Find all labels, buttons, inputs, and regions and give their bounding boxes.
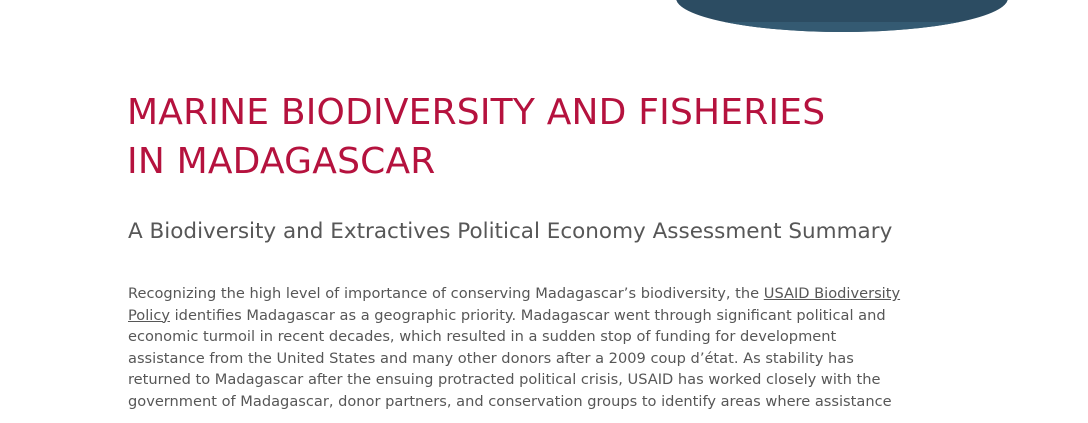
paragraph-text: identifies Madagascar as a geographic priority. Madagascar went through significant political and [169, 306, 886, 324]
paragraph-line: returned to Madagascar after the ensuing protracted political crisis, USAID has worked closely with the [128, 371, 881, 389]
paragraph-text: Recognizing the high level of importance of conserving Madagascar’s biodiversity, the [128, 285, 764, 302]
paragraph-line: government of Madagascar, donor partners, and conservation groups to identify areas where assistance [128, 392, 892, 410]
intro-paragraph [128, 283, 978, 413]
document-title [127, 88, 825, 186]
usaid-biodiversity-policy-link-continued[interactable]: Policy [128, 306, 170, 324]
document-subtitle: A Biodiversity and Extractives Political Economy Assessment Summary [128, 219, 893, 244]
paragraph-line [128, 283, 978, 305]
paragraph-line: assistance from the United States and many other donors after a 2009 coup d’état. As stability has [128, 349, 854, 367]
title-line: MARINE BIODIVERSITY AND FISHERIES [127, 92, 826, 133]
header-ocean-photo [676, 0, 1008, 32]
paragraph-line: economic turmoil in recent decades, which resulted in a sudden stop of funding for development [128, 328, 837, 346]
title-line: IN MADAGASCAR [127, 141, 436, 182]
usaid-biodiversity-policy-link[interactable]: USAID Biodiversity [763, 285, 901, 302]
paragraph-line [128, 305, 978, 327]
